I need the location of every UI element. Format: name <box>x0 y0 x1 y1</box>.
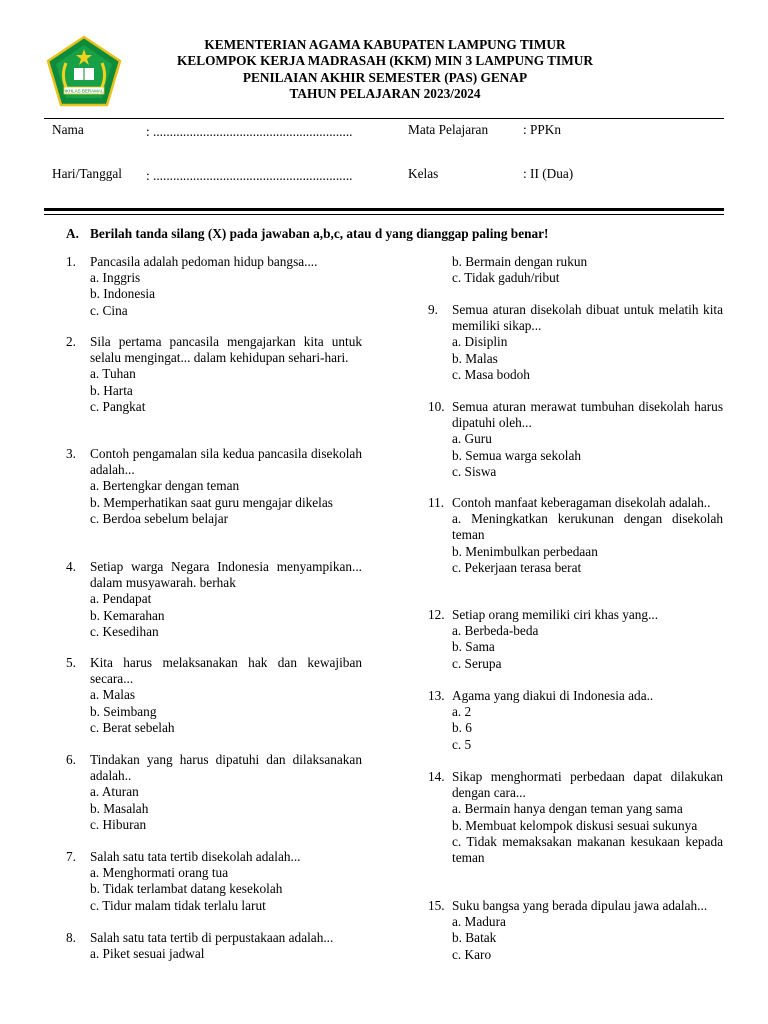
option[interactable]: a. Menghormati orang tua <box>90 865 229 881</box>
identity-divider-thin <box>44 214 724 215</box>
question-8: 8. Salah satu tata tertib di perpustakaan adalah... a. Piket sesuai jadwal <box>66 930 362 962</box>
option[interactable]: c. Tidak gaduh/ribut <box>452 270 560 286</box>
question-5: 5. Kita harus melaksanakan hak dan kewajiban secara... a. Malas b. Seimbang c. Berat sebelah <box>66 655 362 735</box>
mapel-value: : PPKn <box>523 122 562 137</box>
option[interactable]: a. Meningkatkan kerukunan dengan disekolah teman <box>452 511 723 543</box>
option[interactable]: a. Bertengkar dengan teman <box>90 478 240 494</box>
option[interactable]: a. Disiplin <box>452 334 508 350</box>
option[interactable]: a. Tuhan <box>90 366 136 382</box>
option[interactable]: a. Piket sesuai jadwal <box>90 946 205 962</box>
section-instruction <box>66 226 548 242</box>
hari-tanggal-field[interactable]: : ............................................................ <box>146 168 353 183</box>
option[interactable]: b. Kemarahan <box>90 607 165 623</box>
option[interactable]: b. Seimbang <box>90 703 157 719</box>
option[interactable]: a. Berbeda-beda <box>452 623 539 639</box>
option[interactable]: b. 6 <box>452 720 472 736</box>
option[interactable]: c. Tidur malam tidak terlalu larut <box>90 897 266 913</box>
option[interactable]: c. Tidak memaksakan makanan kesukaan kepada teman <box>452 833 723 866</box>
option[interactable]: a. Aturan <box>90 784 139 800</box>
option[interactable]: a. Malas <box>90 687 136 703</box>
option[interactable]: b. Sama <box>452 639 495 655</box>
option[interactable]: c. Pekerjaan terasa berat <box>452 559 582 575</box>
option[interactable]: c. Berdoa sebelum belajar <box>90 510 229 526</box>
header-line-3: PENILAIAN AKHIR SEMESTER (PAS) GENAP <box>242 69 528 85</box>
question-13: 13. Agama yang diakui di Indonesia ada.. a. 2 b. 6 c. 5 <box>428 688 723 753</box>
nama-label: Nama <box>52 122 84 137</box>
option[interactable]: a. Pendapat <box>90 591 152 607</box>
option[interactable]: b. Indonesia <box>90 286 155 302</box>
question-9: 9. Semua aturan disekolah dibuat untuk melatih kita memiliki sikap... a. Disiplin b. Malas c. Masa bodoh <box>428 302 723 382</box>
mapel-label: Mata Pelajaran <box>408 122 489 137</box>
option[interactable]: b. Malas <box>452 350 498 366</box>
question-12: 12. Setiap orang memiliki ciri khas yang... a. Berbeda-beda b. Sama c. Serupa <box>428 607 723 672</box>
question-15: 15. Suku bangsa yang berada dipulau jawa adalah... a. Madura b. Batak c. Karo <box>428 898 723 963</box>
option[interactable]: c. 5 <box>452 736 472 752</box>
option[interactable]: a. Madura <box>452 914 506 930</box>
option[interactable]: a. Inggris <box>90 270 141 286</box>
kelas-value: : II (Dua) <box>523 166 574 181</box>
option[interactable]: a. Guru <box>452 431 492 447</box>
document-header <box>130 37 640 102</box>
option[interactable]: c. Hiburan <box>90 816 147 832</box>
option[interactable]: c. Serupa <box>452 655 502 671</box>
question-3: 3. Contoh pengamalan sila kedua pancasila disekolah adalah... a. Bertengkar dengan teman b. Memperhatikan saat guru mengajar dikelas c. Berdoa sebelum belajar <box>66 446 362 526</box>
option[interactable]: b. Semua warga sekolah <box>452 447 581 463</box>
option[interactable]: b. Menimbulkan perbedaan <box>452 543 598 559</box>
question-14: 14. Sikap menghormati perbedaan dapat dilakukan dengan cara... a. Bermain hanya dengan teman yang sama b. Membuat kelompok diskusi sesuai sukunya c. Tidak memaksakan makanan kesukaan kepada teman <box>428 769 723 866</box>
header-divider <box>44 118 724 119</box>
question-6: 6. Tindakan yang harus dipatuhi dan dilaksanakan adalah.. a. Aturan b. Masalah c. Hiburan <box>66 752 362 832</box>
header-line-2: KELOMPOK KERJA MADRASAH (KKM) MIN 3 LAMPUNG TIMUR <box>176 53 593 69</box>
option[interactable]: c. Kesedihan <box>90 623 159 639</box>
option[interactable]: b. Bermain dengan rukun <box>452 254 588 269</box>
option[interactable]: c. Cina <box>90 302 128 318</box>
question-7: 7. Salah satu tata tertib disekolah adalah... a. Menghormati orang tua b. Tidak terlambat datang kesekolah c. Tidur malam tidak terlalu larut <box>66 849 362 914</box>
header-line-4: TAHUN PELAJARAN 2023/2024 <box>289 85 481 101</box>
option[interactable]: c. Karo <box>452 946 492 962</box>
question-1: 1. Pancasila adalah pedoman hidup bangsa.... a. Inggris b. Indonesia c. Cina <box>66 254 362 319</box>
option[interactable]: c. Pangkat <box>90 398 146 414</box>
identity-divider-thick <box>44 208 724 211</box>
question-8-continued <box>428 254 723 286</box>
option[interactable]: b. Membuat kelompok diskusi sesuai sukunya <box>452 817 698 833</box>
question-11: 11. Contoh manfaat keberagaman disekolah adalah.. a. Meningkatkan kerukunan dengan disekolah teman b. Menimbulkan perbedaan c. Pekerjaan terasa berat <box>428 495 723 575</box>
kemenag-logo <box>44 35 124 107</box>
option[interactable]: c. Berat sebelah <box>90 719 175 735</box>
option[interactable]: c. Siswa <box>452 463 497 479</box>
section-letter: A. <box>66 226 79 241</box>
option[interactable]: b. Tidak terlambat datang kesekolah <box>90 881 283 897</box>
option[interactable]: b. Memperhatikan saat guru mengajar dikelas <box>90 494 333 510</box>
option[interactable]: a. Bermain hanya dengan teman yang sama <box>452 801 683 817</box>
option[interactable]: b. Harta <box>90 382 133 398</box>
header-line-1: KEMENTERIAN AGAMA KABUPATEN LAMPUNG TIMUR <box>204 37 566 52</box>
question-4: 4. Setiap warga Negara Indonesia menyampikan... dalam musyawarah. berhak a. Pendapat b. Kemarahan c. Kesedihan <box>66 559 362 639</box>
kelas-label: Kelas <box>408 166 439 181</box>
option[interactable]: b. Batak <box>452 930 497 946</box>
logo-motto: IKHLAS BERAMAL <box>64 88 104 94</box>
instruction-text: Berilah tanda silang (X) pada jawaban a,b,c, atau d yang dianggap paling benar! <box>90 226 549 241</box>
hari-tanggal-label: Hari/Tanggal <box>52 166 122 181</box>
option[interactable]: a. 2 <box>452 704 472 720</box>
nama-field[interactable]: : ............................................................ <box>146 124 353 139</box>
option[interactable]: b. Masalah <box>90 800 149 816</box>
question-2: 2. Sila pertama pancasila mengajarkan kita untuk selalu mengingat... dalam kehidupan sehari-hari. a. Tuhan b. Harta c. Pangkat <box>66 334 362 414</box>
option[interactable]: c. Masa bodoh <box>452 366 530 382</box>
question-10: 10. Semua aturan merawat tumbuhan disekolah harus dipatuhi oleh... a. Guru b. Semua warga sekolah c. Siswa <box>428 399 723 479</box>
